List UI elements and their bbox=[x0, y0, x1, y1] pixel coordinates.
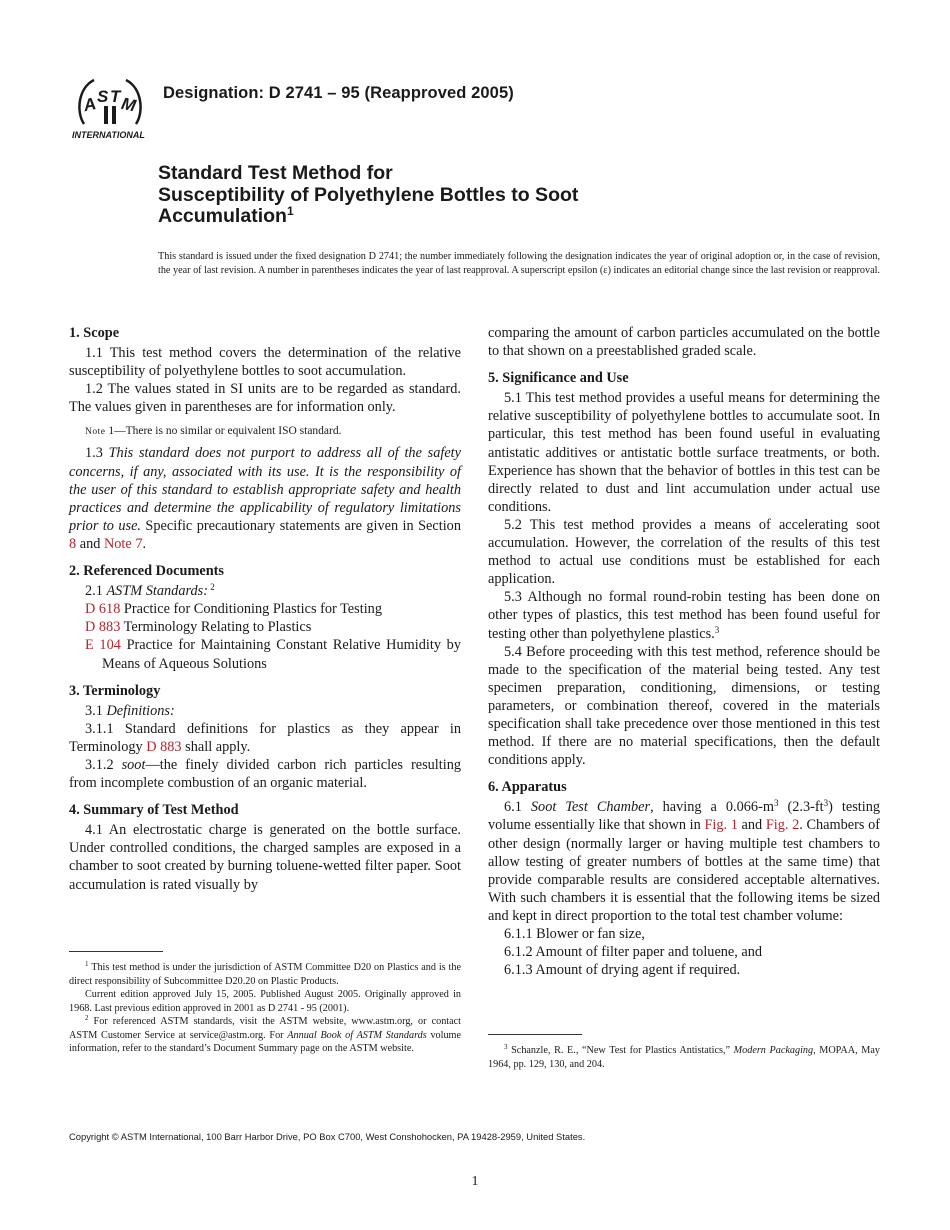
paragraph-5-3: 5.3 Although no formal round-robin testing has been done on other types of plastics, this test method has been found useful for testing other than polyethylene plastics.$^3$ bbox=[488, 589, 880, 642]
section-heading-summary: 4. Summary of Test Method bbox=[69, 802, 239, 819]
paragraph-1-2: 1.2 The values stated in SI units are to be regarded as standard. The values given in parentheses are for information only. bbox=[69, 381, 461, 416]
paragraph-4-1: 4.1 An electrostatic charge is generated on the bottle surface. Under controlled conditions, the charged samples are exposed in a chamber to soot created by burning toluene-wetted filter paper. Soot accumulation is rated visually by bbox=[69, 822, 461, 893]
title-line-2: Susceptibility of Polyethylene Bottles to Soot bbox=[158, 183, 579, 206]
link-d883[interactable]: D 883 bbox=[85, 619, 121, 636]
reference-d883: D 883 Terminology Relating to Plastics bbox=[85, 619, 312, 636]
footnote-2: $^2$ For referenced ASTM standards, visit the ASTM website, www.astm.org, or contact ASTM Customer Service at service@astm.org. For Annual Book of ASTM Standards volume information, refer to the standard’s Document Summary page on the ASTM website. bbox=[69, 1014, 462, 1054]
link-section-8[interactable]: 8 bbox=[69, 535, 77, 552]
copyright: Copyright © ASTM International, 100 Barr Harbor Drive, PO Box C700, West Conshohocken, PA 19428-2959, United States. bbox=[69, 1131, 586, 1142]
paragraph-1-1: 1.1 This test method covers the determination of the relative susceptibility of polyethylene bottles to soot accumulation. bbox=[69, 345, 461, 380]
paragraph-6-1-3: 6.1.3 Amount of drying agent if required. bbox=[504, 962, 741, 979]
page-number: 1 bbox=[471, 1174, 479, 1189]
footnotes-right bbox=[488, 1044, 880, 1071]
title-footnote-mark: 1 bbox=[286, 204, 294, 218]
note-1: Note 1—There is no similar or equivalent ISO standard. bbox=[85, 425, 342, 438]
footnote-rule-left bbox=[69, 951, 163, 952]
paragraph-4-1-continued: comparing the amount of carbon particles accumulated on the bottle to that shown on a preestablished graded scale. bbox=[488, 325, 880, 360]
svg-text:S: S bbox=[97, 87, 109, 106]
section-heading-scope: 1. Scope bbox=[69, 325, 120, 341]
document-title bbox=[158, 163, 578, 228]
paragraph-6-1: 6.1 Soot Test Chamber, having a $0.066-m^3$ $(2.3-ft^3)$ testing volume essentially like that shown in Fig. 1 and Fig. 2. Chambers of other design (normally larger or having multiple test chambers to allow testing of greater numbers of bottles at the same time) that provide comparable results are considered acceptable alternatives. With such chambers it is essential that the following items be sized and kept in direct proportion to the total test chamber volume: bbox=[488, 798, 881, 924]
link-fig-2[interactable]: Fig. 2 bbox=[765, 817, 800, 834]
paragraph-2-1: 2.1 ASTM Standards: $^2$ bbox=[85, 582, 215, 600]
paragraph-3-1-1: 3.1.1 Standard definitions for plastics as they appear in Terminology D 883 shall apply. bbox=[69, 720, 461, 755]
section-heading-significance: 5. Significance and Use bbox=[488, 370, 629, 387]
right-column bbox=[488, 324, 880, 979]
paragraph-6-1-1: 6.1.1 Blower or fan size, bbox=[504, 926, 645, 942]
footnote-1: $^1$ This test method is under the jurisdiction of ASTM Committee D20 on Plastics and is the direct responsibility of Subcommittee D20.20 on Plastic Products. bbox=[69, 960, 461, 987]
astm-logo bbox=[70, 72, 150, 142]
reference-d618: D 618 Practice for Conditioning Plastics for Testing bbox=[85, 601, 382, 618]
section-heading-terminology: 3. Terminology bbox=[69, 682, 161, 699]
link-e104[interactable]: E 104 bbox=[85, 637, 121, 654]
paragraph-6-1-2: 6.1.2 Amount of filter paper and toluene, and bbox=[504, 944, 763, 961]
designation: Designation: D 2741 – 95 (Reapproved 2005) bbox=[163, 84, 514, 102]
link-d883-terminology[interactable]: D 883 bbox=[146, 738, 182, 755]
footnote-3: $^3$ Schanzle, R. E., “New Test for Plastics Antistatics,” Modern Packaging, MOPAA, May 1964, pp. 129, 130, and 204. bbox=[488, 1043, 880, 1070]
paragraph-5-4: 5.4 Before proceeding with this test method, reference should be made to the specification of the material being tested. Any test specimen preparation, conditioning, dimensions, or testing parameters, or combination thereof, covered in the materials specification shall take precedence over those mentioned in this test method. If there are no material specifications, then the default conditions apply. bbox=[488, 643, 880, 769]
reference-e104: E 104 Practice for Maintaining Constant Relative Humidity by Means of Aqueous Solutions bbox=[85, 637, 461, 672]
left-column bbox=[69, 324, 461, 894]
paragraph-3-1: 3.1 Definitions: bbox=[85, 702, 175, 719]
footnote-1-edition: Current edition approved July 15, 2005. Published August 2005. Originally approved in 1968. Last previous edition approved in 2001 as D 2741 - 95 (2001). bbox=[69, 989, 461, 1014]
logo-text: INTERNATIONAL bbox=[72, 130, 145, 140]
paragraph-5-1: 5.1 This test method provides a useful means for determining the relative susceptibility of polyethylene bottles to accumulate soot. In particular, this test method has been found useful in evaluating antistatic additives or antistatic bottle surface treatments, or both. Experience has shown that the behavior of bottles in this test can be directly related to dust and lint accumulation under actual use conditions. bbox=[488, 390, 880, 515]
link-note-7[interactable]: Note 7 bbox=[103, 535, 143, 552]
section-heading-referenced: 2. Referenced Documents bbox=[69, 563, 224, 580]
footnote-rule-right bbox=[488, 1034, 582, 1035]
title-line-1: Standard Test Method for bbox=[158, 162, 393, 184]
paragraph-5-2: 5.2 This test method provides a means of accelerating soot accumulation. However, the correlation of the results of this test method to actual use conditions must be established for each application. bbox=[488, 516, 880, 588]
svg-text:T: T bbox=[110, 87, 121, 106]
paragraph-1-3: 1.3 This standard does not purport to address all of the safety concerns, if any, associated with its use. It is the responsibility of the user of this standard to establish appropriate safety and health practices and determine the applicability of regulatory limitations prior to use. Specific precautionary statements are given in Section 8 and Note 7. bbox=[69, 445, 461, 552]
section-heading-apparatus: 6. Apparatus bbox=[488, 779, 567, 796]
link-d618[interactable]: D 618 bbox=[85, 601, 121, 618]
footnotes-left bbox=[69, 961, 461, 1056]
paragraph-3-1-2: 3.1.2 soot—the finely divided carbon rich particles resulting from incomplete combustion of an organic material. bbox=[69, 756, 461, 792]
svg-text:M: M bbox=[119, 93, 138, 116]
link-fig-1[interactable]: Fig. 1 bbox=[704, 817, 738, 834]
svg-text:A: A bbox=[81, 94, 98, 116]
title-line-3: Accumulation$^1$ bbox=[158, 204, 294, 227]
preamble: This standard is issued under the fixed designation D 2741; the number immediately following the designation indicates the year of original adoption or, in the case of revision, the year of last revision. A number in parentheses indicates the year of last reapproval. A superscript epsilon (ε) indicates an editorial change since the last revision or reapproval. bbox=[158, 251, 880, 276]
